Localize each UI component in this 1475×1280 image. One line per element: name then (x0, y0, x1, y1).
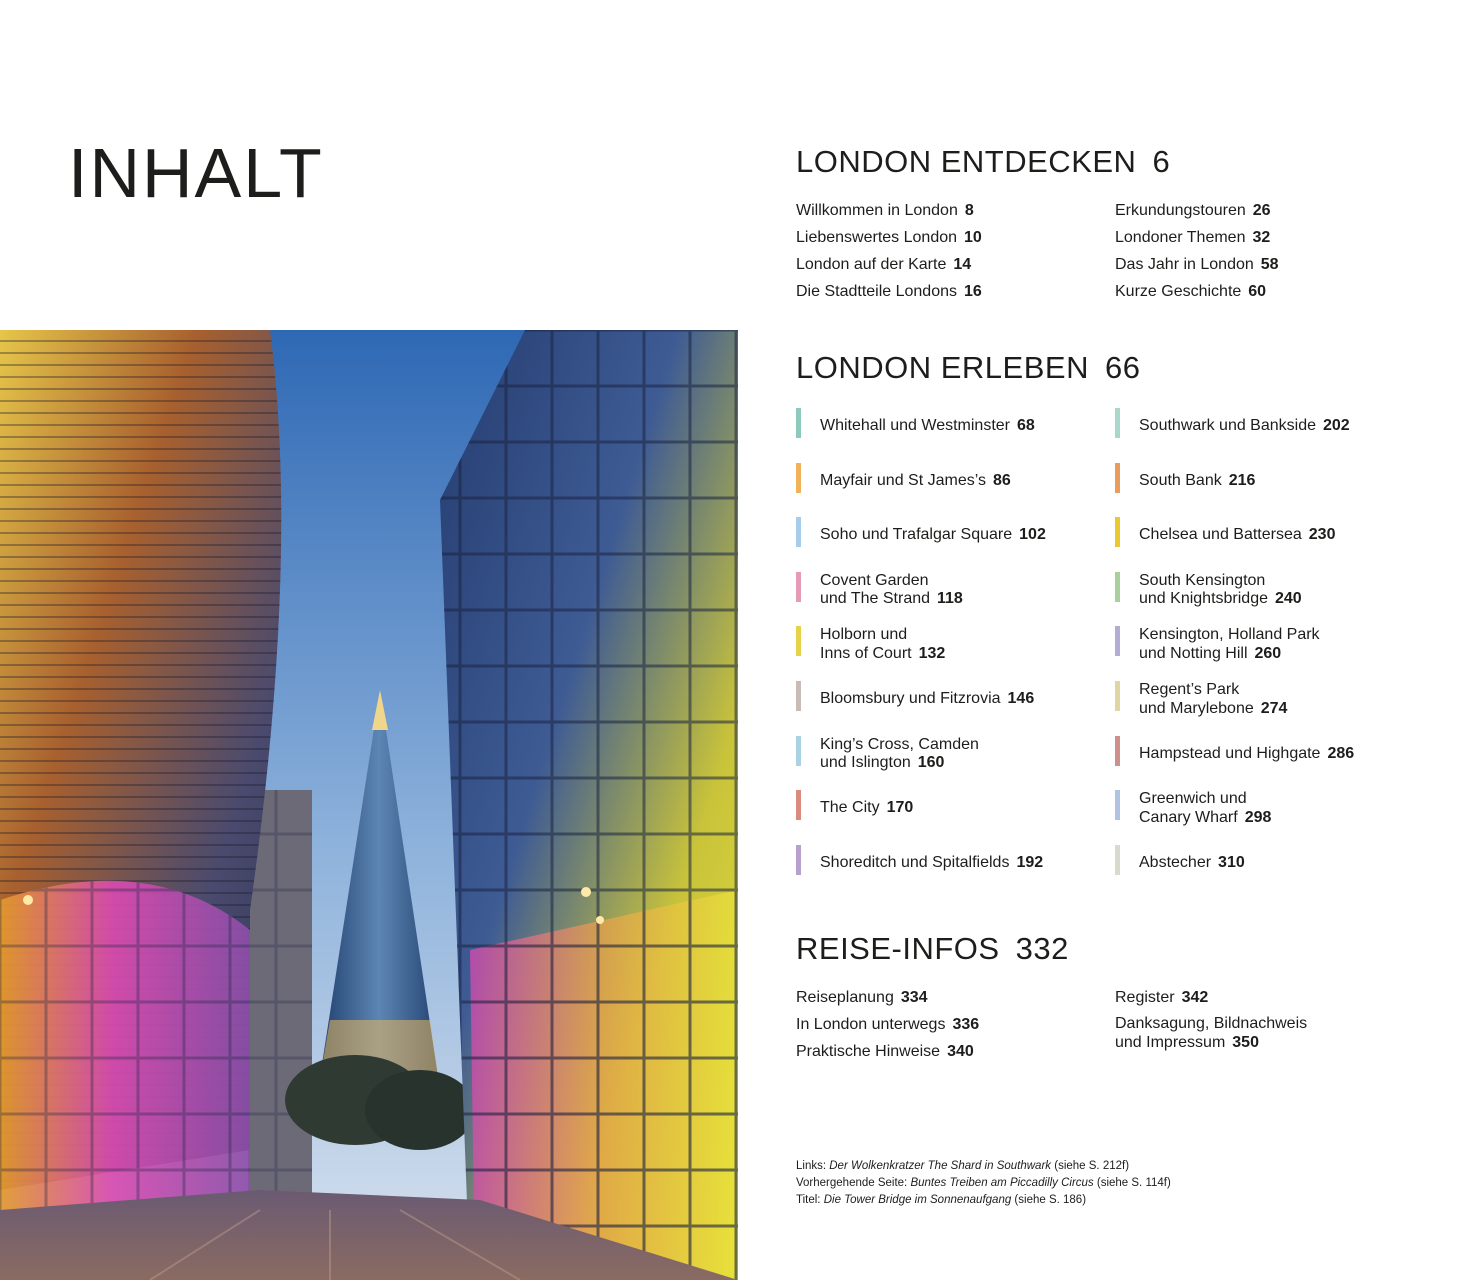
toc-item[interactable]: Register 342 (1115, 989, 1209, 1006)
section-title: REISE-INFOS (796, 931, 1000, 966)
section-page: 6 (1152, 144, 1171, 179)
section-title: LONDON ENTDECKEN (796, 144, 1137, 179)
chapter-entry[interactable] (796, 681, 1034, 718)
toc-item[interactable]: Liebenswertes London 10 (796, 229, 982, 246)
chapter-page: 230 (1308, 526, 1336, 544)
chapter-page: 118 (937, 590, 963, 608)
chapter-label: Shoreditch und Spitalfields 192 (820, 854, 1044, 872)
chapter-color-bar (1115, 736, 1120, 766)
chapter-entry[interactable] (796, 845, 1043, 882)
toc-item[interactable]: London auf der Karte 14 (796, 256, 972, 273)
chapter-label: Regent’s Park und Marylebone 274 (1139, 681, 1288, 717)
chapter-color-bar (1115, 626, 1120, 656)
toc-item[interactable]: Willkommen in London 8 (796, 202, 974, 219)
chapter-entry[interactable] (1115, 790, 1271, 827)
page-title: INHALT (68, 134, 324, 212)
chapter-label: Chelsea und Battersea 230 (1139, 526, 1336, 544)
chapter-color-bar (1115, 790, 1120, 820)
toc-item[interactable]: Praktische Hinweise 340 (796, 1043, 974, 1060)
chapter-label: Whitehall und Westminster 68 (820, 417, 1035, 435)
chapter-label: Southwark und Bankside 202 (1139, 417, 1350, 435)
chapter-page: 86 (993, 471, 1011, 489)
chapter-entry[interactable] (796, 790, 913, 827)
chapter-color-bar (796, 408, 801, 438)
chapter-entry[interactable] (1115, 517, 1335, 554)
chapter-label: Hampstead und Highgate 286 (1139, 744, 1355, 762)
chapter-color-bar (796, 626, 801, 656)
photo-captions (796, 1158, 1171, 1209)
chapter-color-bar (1115, 517, 1120, 547)
chapter-label: Abstecher 310 (1139, 854, 1245, 872)
chapter-page: 260 (1254, 644, 1282, 662)
chapter-entry[interactable] (796, 408, 1035, 445)
toc-item[interactable]: Die Stadtteile Londons 16 (796, 283, 982, 300)
chapter-entry[interactable] (796, 572, 963, 609)
chapter-color-bar (1115, 572, 1120, 602)
chapter-entry[interactable] (1115, 626, 1320, 663)
caption-line: Links: Der Wolkenkratzer The Shard in Southwark (siehe S. 212f) (796, 1160, 1130, 1172)
chapter-label: Kensington, Holland Park und Notting Hill 260 (1139, 626, 1320, 662)
chapter-page: 202 (1323, 417, 1350, 435)
chapter-page: 274 (1260, 699, 1288, 717)
chapter-page: 102 (1019, 526, 1046, 544)
chapter-label: Soho und Trafalgar Square 102 (820, 526, 1046, 544)
chapter-entry[interactable] (796, 463, 1011, 500)
toc-item[interactable]: Londoner Themen 32 (1115, 229, 1271, 246)
chapter-label: King’s Cross, Camden und Islington 160 (820, 735, 979, 772)
shard-photo (0, 330, 738, 1280)
chapter-label: Mayfair und St James’s 86 (820, 471, 1011, 489)
toc-item[interactable]: Das Jahr in London 58 (1115, 256, 1279, 273)
toc-item[interactable]: Reiseplanung 334 (796, 989, 928, 1006)
toc-item[interactable]: Kurze Geschichte 60 (1115, 283, 1267, 300)
chapter-page: 146 (1007, 690, 1035, 708)
chapter-color-bar (796, 736, 801, 766)
chapter-entry[interactable] (796, 626, 945, 663)
chapter-entry[interactable] (1115, 572, 1302, 609)
chapter-entry[interactable] (796, 517, 1046, 554)
toc-item[interactable]: In London unterwegs 336 (796, 1016, 980, 1033)
chapter-label: Holborn und Inns of Court 132 (820, 626, 946, 662)
chapter-page: 68 (1017, 417, 1035, 435)
section-heading-travel[interactable] (796, 933, 1069, 964)
toc-item[interactable]: Erkundungstouren 26 (1115, 202, 1271, 219)
chapter-label: Covent Garden und The Strand 118 (820, 571, 963, 608)
chapter-page: 240 (1274, 590, 1302, 608)
chapter-entry[interactable] (1115, 736, 1354, 773)
chapter-color-bar (1115, 681, 1120, 711)
chapter-color-bar (796, 845, 801, 875)
chapter-page: 310 (1218, 854, 1245, 872)
chapter-label: The City 170 (820, 799, 914, 817)
chapter-color-bar (796, 463, 801, 493)
section-heading-discover[interactable] (796, 146, 1170, 177)
chapter-entry[interactable] (796, 736, 979, 773)
chapter-page: 192 (1016, 854, 1044, 872)
section-heading-experience[interactable] (796, 352, 1140, 383)
section-title: LONDON ERLEBEN (796, 350, 1089, 385)
chapter-color-bar (796, 681, 801, 711)
chapter-page: 160 (917, 754, 945, 772)
chapter-color-bar (796, 572, 801, 602)
chapter-color-bar (1115, 845, 1120, 875)
chapter-label: South Kensington und Knightsbridge 240 (1139, 571, 1302, 608)
chapter-page: 216 (1228, 471, 1256, 489)
toc-item[interactable]: Danksagung, Bildnachweis und Impressum 350 (1115, 1015, 1308, 1051)
chapter-label: Bloomsbury und Fitzrovia 146 (820, 690, 1035, 708)
chapter-color-bar (796, 790, 801, 820)
chapter-color-bar (1115, 408, 1120, 438)
chapter-color-bar (1115, 463, 1120, 493)
section-page: 66 (1104, 350, 1141, 385)
chapter-page: 298 (1244, 808, 1272, 826)
chapter-color-bar (796, 517, 801, 547)
chapter-entry[interactable] (1115, 463, 1255, 500)
chapter-page: 286 (1327, 744, 1355, 762)
chapter-page: 170 (886, 799, 914, 817)
chapter-label: Greenwich und Canary Wharf 298 (1139, 790, 1272, 826)
chapter-entry[interactable] (1115, 681, 1287, 718)
chapter-entry[interactable] (1115, 845, 1245, 882)
chapter-page: 132 (918, 644, 946, 662)
chapter-entry[interactable] (1115, 408, 1350, 445)
caption-line: Titel: Die Tower Bridge im Sonnenaufgang (siehe S. 186) (796, 1194, 1087, 1206)
caption-line: Vorhergehende Seite: Buntes Treiben am Piccadilly Circus (siehe S. 114f) (796, 1177, 1171, 1189)
section-page: 332 (1015, 931, 1069, 966)
chapter-label: South Bank 216 (1139, 471, 1256, 489)
